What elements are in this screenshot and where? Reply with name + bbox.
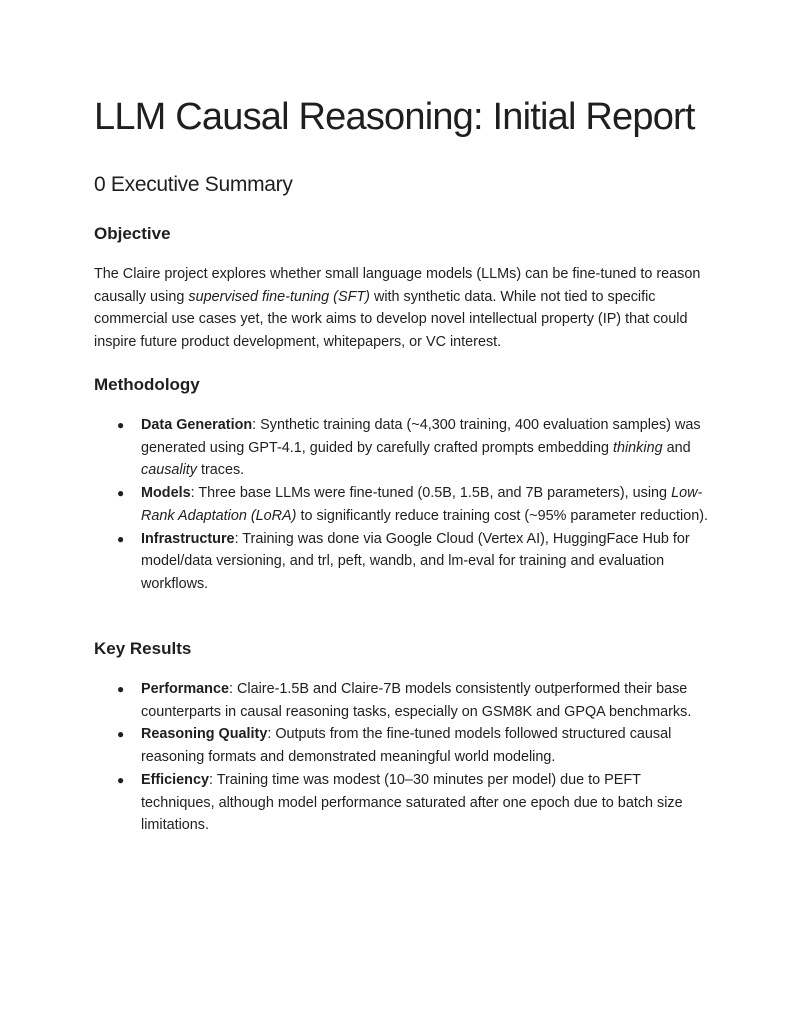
section-title: 0 Executive Summary	[94, 173, 293, 196]
item-text: : Training time was modest (10–30 minutes per model) due to PEFT techniques, although model performance saturated after one epoch due to batch size limitations.	[141, 771, 683, 834]
item-text: and	[662, 439, 691, 456]
item-text: : Training was done via Google Cloud (Vertex AI), HuggingFace Hub for model/data versioning, and trl, peft, wandb, and lm-eval for training and evaluation workflows.	[141, 530, 690, 592]
item-term: Infrastructure	[141, 530, 235, 547]
item-text: : Outputs from the fine-tuned models followed structured causal reasoning formats and demonstrated meaningful world modeling.	[141, 726, 672, 766]
item-text: traces.	[197, 462, 245, 479]
list-item	[94, 678, 714, 723]
bullet-icon: ●	[117, 531, 125, 546]
list-item	[94, 528, 714, 596]
bullet-icon: ●	[117, 418, 125, 432]
bullet-icon: ●	[117, 727, 125, 742]
item-emphasis: thinking	[612, 439, 663, 456]
item-term: Models	[141, 485, 191, 502]
item-term: Reasoning Quality	[141, 726, 268, 743]
key-results-list	[94, 678, 714, 837]
bullet-icon: ●	[117, 772, 125, 787]
key-results-heading: Key Results	[94, 639, 192, 658]
item-text: : Synthetic training data (~4,300 training, 400 evaluation samples) was generated using GPT-4.1, guided by carefully crafted prompts embedding	[141, 417, 701, 456]
item-text: : Three base LLMs were fine-tuned (0.5B, 1.5B, and 7B parameters), using	[190, 485, 672, 502]
objective-text: with synthetic data. While not tied to specific commercial use cases yet, the work aims to develop novel intellectual property (IP) that could inspire future product development, whitepapers, or VC interest.	[94, 288, 688, 351]
bullet-icon: ●	[117, 682, 125, 696]
list-item	[94, 723, 714, 768]
document-title: LLM Causal Reasoning: Initial Report	[94, 96, 695, 138]
bullet-icon: ●	[117, 486, 125, 501]
objective-heading: Objective	[94, 224, 171, 243]
item-emphasis: causality	[141, 462, 197, 479]
objective-paragraph	[94, 263, 706, 354]
item-text: : Claire-1.5B and Claire-7B models consistently outperformed their base counterparts in causal reasoning tasks, especially on GSM8K and GPQA benchmarks.	[141, 681, 692, 720]
list-item	[94, 414, 714, 482]
item-emphasis: Low-Rank Adaptation (LoRA)	[141, 485, 703, 524]
objective-text: The Claire project explores whether small language models (LLMs) can be fine-tuned to reason causally using	[94, 266, 701, 305]
objective-emphasis: supervised fine-tuning (SFT)	[188, 288, 370, 305]
item-text: to significantly reduce training cost (~95% parameter reduction).	[296, 507, 708, 524]
list-item	[94, 482, 714, 527]
item-term: Efficiency	[141, 771, 209, 788]
item-term: Performance	[141, 681, 229, 697]
methodology-list	[94, 414, 714, 596]
methodology-heading: Methodology	[94, 375, 200, 394]
list-item	[94, 769, 714, 837]
item-term: Data Generation	[141, 417, 253, 433]
